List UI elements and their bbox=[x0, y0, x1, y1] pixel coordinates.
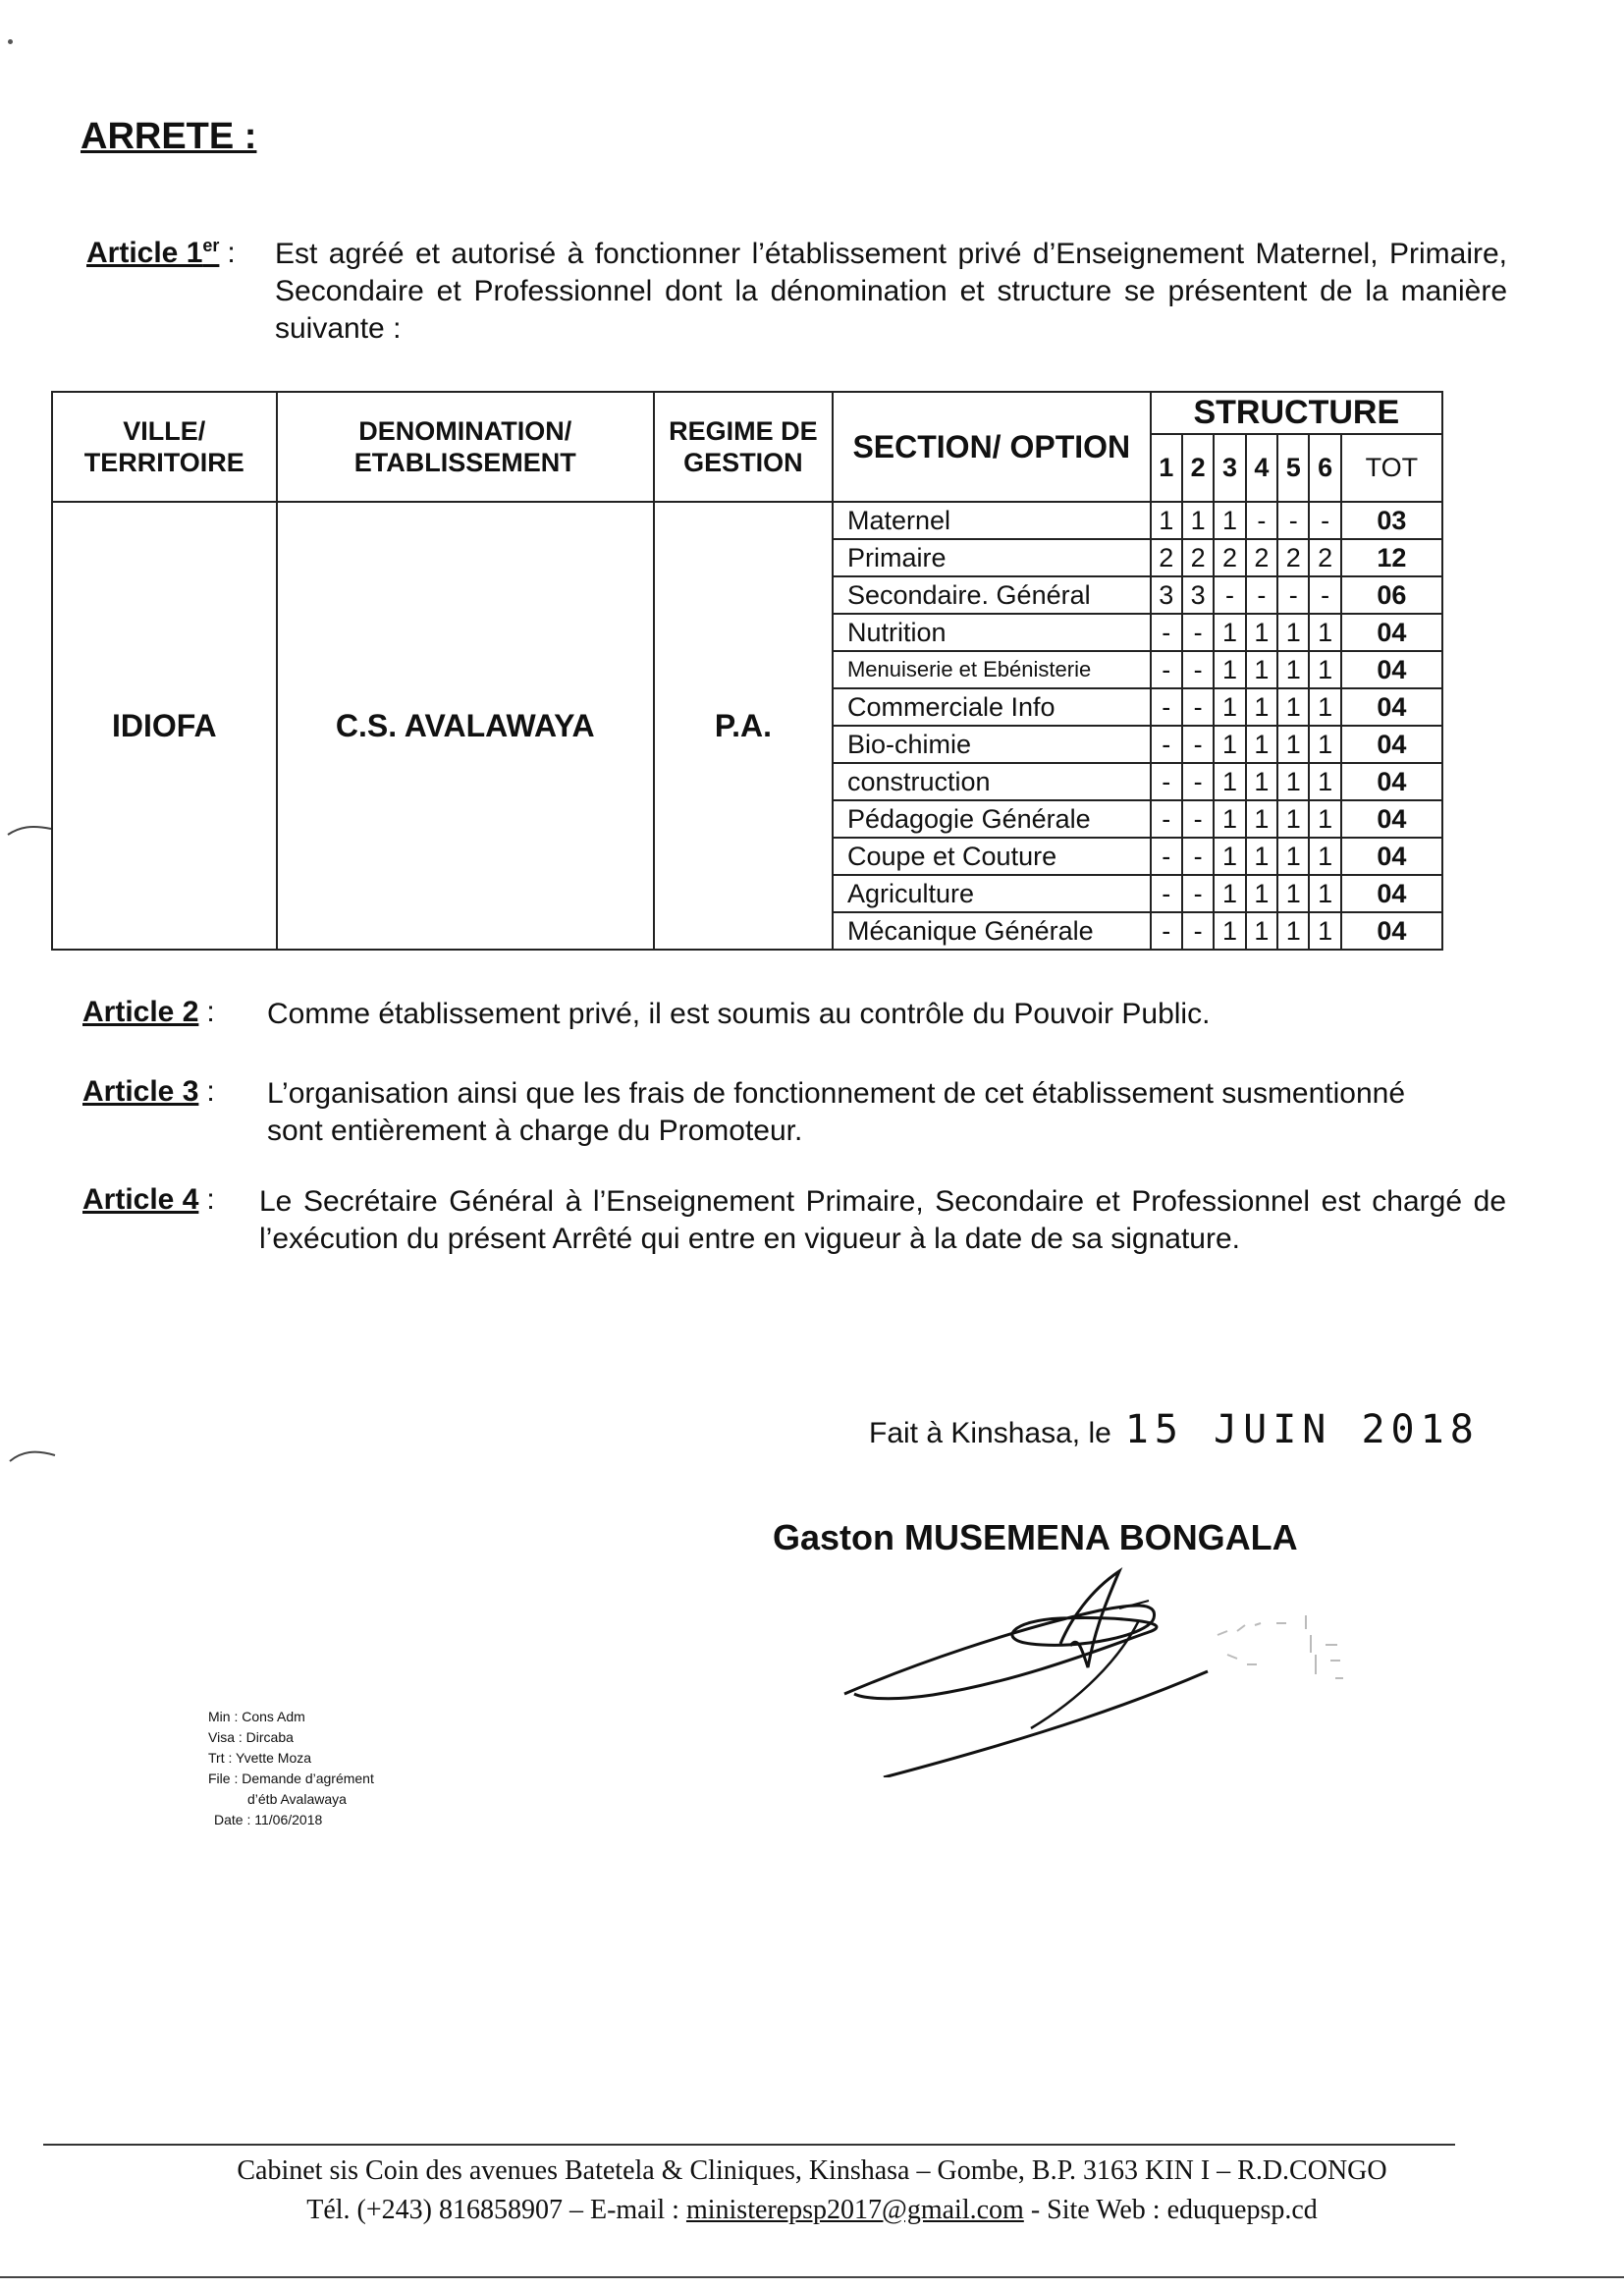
option-cell: Mécanique Générale bbox=[833, 912, 1151, 950]
year-header: 2 bbox=[1182, 434, 1214, 502]
year-cell: - bbox=[1182, 912, 1214, 950]
year-cell: 1 bbox=[1246, 875, 1277, 912]
footer-address: Cabinet sis Coin des avenues Batetela & Cliniques, Kinshasa – Gombe, B.P. 3163 KIN I – R.D.CONGO bbox=[237, 2155, 1387, 2186]
year-cell: 1 bbox=[1214, 912, 1245, 950]
footer-email-link[interactable]: ministerepsp2017@gmail.com bbox=[685, 2195, 1024, 2225]
initials-line: Date : 11/06/2018 bbox=[214, 1812, 323, 1827]
year-cell: 1 bbox=[1246, 763, 1277, 800]
year-cell: - bbox=[1309, 576, 1340, 614]
year-cell: - bbox=[1151, 912, 1182, 950]
tot-cell: 04 bbox=[1341, 838, 1442, 875]
year-cell: - bbox=[1309, 502, 1340, 539]
year-cell: 1 bbox=[1309, 800, 1340, 838]
footer-website[interactable]: eduquepsp.cd bbox=[1166, 2195, 1318, 2225]
year-cell: 1 bbox=[1309, 688, 1340, 726]
initials-line: File : Demande d’agrément bbox=[208, 1771, 374, 1786]
option-cell: Bio-chimie bbox=[833, 726, 1151, 763]
header-structure: STRUCTURE bbox=[1151, 392, 1442, 434]
option-cell: Agriculture bbox=[833, 875, 1151, 912]
year-cell: 1 bbox=[1151, 502, 1182, 539]
margin-mark-2 bbox=[0, 1434, 59, 1473]
margin-dot bbox=[8, 39, 13, 44]
year-cell: 1 bbox=[1277, 726, 1309, 763]
header-section: SECTION/ OPTION bbox=[833, 392, 1151, 502]
header-ville: VILLE/ TERRITOIRE bbox=[52, 392, 277, 502]
year-cell: - bbox=[1277, 576, 1309, 614]
option-cell: construction bbox=[833, 763, 1151, 800]
year-cell: - bbox=[1182, 726, 1214, 763]
year-cell: 1 bbox=[1246, 800, 1277, 838]
tot-cell: 06 bbox=[1341, 576, 1442, 614]
year-cell: 1 bbox=[1277, 912, 1309, 950]
year-cell: - bbox=[1151, 651, 1182, 688]
initials-line: d’étb Avalawaya bbox=[247, 1791, 347, 1807]
header-regime: REGIME DE GESTION bbox=[654, 392, 833, 502]
year-header: 5 bbox=[1277, 434, 1309, 502]
year-cell: 1 bbox=[1277, 800, 1309, 838]
article-3-label: Article 3 bbox=[82, 1075, 199, 1108]
page-title: ARRETE : bbox=[81, 116, 257, 157]
option-cell: Menuiserie et Ebénisterie bbox=[833, 651, 1151, 688]
regime-cell: P.A. bbox=[654, 502, 833, 950]
year-cell: 2 bbox=[1277, 539, 1309, 576]
faint-stamp-marks bbox=[1208, 1596, 1384, 1704]
footer-contacts bbox=[0, 2195, 1624, 2226]
year-cell: 2 bbox=[1309, 539, 1340, 576]
tot-header: TOT bbox=[1341, 434, 1442, 502]
tot-cell: 04 bbox=[1341, 875, 1442, 912]
footer-divider bbox=[43, 2144, 1455, 2146]
year-cell: - bbox=[1151, 763, 1182, 800]
place-text: Fait à Kinshasa, le bbox=[869, 1417, 1111, 1449]
structure-table-body bbox=[52, 502, 1442, 950]
year-cell: 1 bbox=[1246, 651, 1277, 688]
year-cell: 1 bbox=[1246, 688, 1277, 726]
year-cell: 1 bbox=[1309, 912, 1340, 950]
year-cell: 1 bbox=[1277, 763, 1309, 800]
year-cell: - bbox=[1151, 875, 1182, 912]
year-cell: - bbox=[1151, 800, 1182, 838]
year-cell: - bbox=[1182, 875, 1214, 912]
option-cell: Secondaire. Général bbox=[833, 576, 1151, 614]
year-cell: - bbox=[1151, 688, 1182, 726]
year-cell: 1 bbox=[1277, 614, 1309, 651]
option-cell: Nutrition bbox=[833, 614, 1151, 651]
year-cell: 1 bbox=[1182, 502, 1214, 539]
article-2-label: Article 2 bbox=[82, 996, 199, 1028]
year-cell: 1 bbox=[1246, 838, 1277, 875]
year-cell: 3 bbox=[1182, 576, 1214, 614]
ville-cell: IDIOFA bbox=[52, 502, 277, 950]
tot-cell: 04 bbox=[1341, 763, 1442, 800]
article-1-text: Est agréé et autorisé à fonctionner l’établissement privé d’Enseignement Maternel, Primaire, Secondaire et Professionnel dont la dénomination et structure se présentent de la manière suivante : bbox=[275, 238, 1507, 345]
year-cell: - bbox=[1214, 576, 1245, 614]
option-cell: Primaire bbox=[833, 539, 1151, 576]
year-cell: 1 bbox=[1277, 688, 1309, 726]
tot-cell: 03 bbox=[1341, 502, 1442, 539]
year-cell: 2 bbox=[1246, 539, 1277, 576]
year-cell: - bbox=[1151, 726, 1182, 763]
option-cell: Commerciale Info bbox=[833, 688, 1151, 726]
article-2-text: Comme établissement privé, il est soumis au contrôle du Pouvoir Public. bbox=[267, 998, 1211, 1030]
year-cell: 1 bbox=[1277, 875, 1309, 912]
year-header: 4 bbox=[1246, 434, 1277, 502]
article-4-label: Article 4 bbox=[82, 1183, 199, 1216]
year-cell: - bbox=[1151, 614, 1182, 651]
footer-phone: Tél. (+243) 816858907 – E-mail : bbox=[306, 2195, 679, 2225]
year-cell: 1 bbox=[1277, 838, 1309, 875]
tot-cell: 04 bbox=[1341, 651, 1442, 688]
initials-line: Visa : Dircaba bbox=[208, 1729, 294, 1745]
table-row bbox=[52, 502, 1442, 539]
year-cell: 1 bbox=[1214, 726, 1245, 763]
tot-cell: 04 bbox=[1341, 614, 1442, 651]
option-cell: Coupe et Couture bbox=[833, 838, 1151, 875]
year-cell: - bbox=[1277, 502, 1309, 539]
year-cell: - bbox=[1182, 688, 1214, 726]
year-cell: 2 bbox=[1214, 539, 1245, 576]
option-cell: Maternel bbox=[833, 502, 1151, 539]
year-cell: 1 bbox=[1214, 763, 1245, 800]
year-cell: 1 bbox=[1246, 614, 1277, 651]
article-4-text: Le Secrétaire Général à l’Enseignement Primaire, Secondaire et Professionnel est chargé de l’exécution du présent Arrêté qui entre en vigueur à la date de sa signature. bbox=[259, 1185, 1506, 1255]
header-denomination: DENOMINATION/ ETABLISSEMENT bbox=[277, 392, 654, 502]
article-3-text: L’organisation ainsi que les frais de fonctionnement de cet établissement susmentionné sont entièrement à charge du Promoteur. bbox=[267, 1077, 1406, 1147]
year-cell: 1 bbox=[1214, 614, 1245, 651]
year-cell: - bbox=[1151, 838, 1182, 875]
footer-site-label: - Site Web : bbox=[1030, 2195, 1161, 2225]
year-cell: - bbox=[1246, 576, 1277, 614]
year-cell: 1 bbox=[1214, 688, 1245, 726]
signer-name: Gaston MUSEMENA BONGALA bbox=[773, 1517, 1298, 1557]
year-cell: 1 bbox=[1309, 614, 1340, 651]
year-cell: 2 bbox=[1151, 539, 1182, 576]
year-header: 1 bbox=[1151, 434, 1182, 502]
year-cell: 1 bbox=[1246, 912, 1277, 950]
place-date bbox=[869, 1407, 1480, 1452]
initials-line: Min : Cons Adm bbox=[208, 1709, 305, 1724]
year-cell: 1 bbox=[1246, 726, 1277, 763]
year-header: 6 bbox=[1309, 434, 1340, 502]
year-cell: 1 bbox=[1277, 651, 1309, 688]
year-cell: 1 bbox=[1309, 651, 1340, 688]
margin-mark bbox=[0, 805, 59, 845]
year-cell: 1 bbox=[1309, 838, 1340, 875]
year-cell: 3 bbox=[1151, 576, 1182, 614]
year-cell: 1 bbox=[1214, 800, 1245, 838]
tot-cell: 04 bbox=[1341, 912, 1442, 950]
bottom-divider bbox=[0, 2276, 1624, 2278]
initials-line: Trt : Yvette Moza bbox=[208, 1750, 312, 1766]
year-header: 3 bbox=[1214, 434, 1245, 502]
year-cell: 1 bbox=[1214, 875, 1245, 912]
initials-block bbox=[208, 1707, 374, 1830]
year-cell: 1 bbox=[1309, 875, 1340, 912]
year-cell: - bbox=[1246, 502, 1277, 539]
year-cell: 1 bbox=[1309, 763, 1340, 800]
tot-cell: 12 bbox=[1341, 539, 1442, 576]
year-cell: - bbox=[1182, 838, 1214, 875]
year-cell: - bbox=[1182, 800, 1214, 838]
year-cell: - bbox=[1182, 763, 1214, 800]
tot-cell: 04 bbox=[1341, 688, 1442, 726]
year-cell: 1 bbox=[1214, 651, 1245, 688]
denomination-cell: C.S. AVALAWAYA bbox=[277, 502, 654, 950]
year-cell: - bbox=[1182, 651, 1214, 688]
year-cell: 2 bbox=[1182, 539, 1214, 576]
year-cell: - bbox=[1182, 614, 1214, 651]
tot-cell: 04 bbox=[1341, 800, 1442, 838]
tot-cell: 04 bbox=[1341, 726, 1442, 763]
year-cell: 1 bbox=[1214, 502, 1245, 539]
year-cell: 1 bbox=[1309, 726, 1340, 763]
date-stamp: 15 JUIN 2018 bbox=[1124, 1407, 1480, 1452]
option-cell: Pédagogie Générale bbox=[833, 800, 1151, 838]
year-cell: 1 bbox=[1214, 838, 1245, 875]
structure-table bbox=[51, 391, 1443, 951]
article-1-label: Article 1er bbox=[86, 236, 220, 269]
